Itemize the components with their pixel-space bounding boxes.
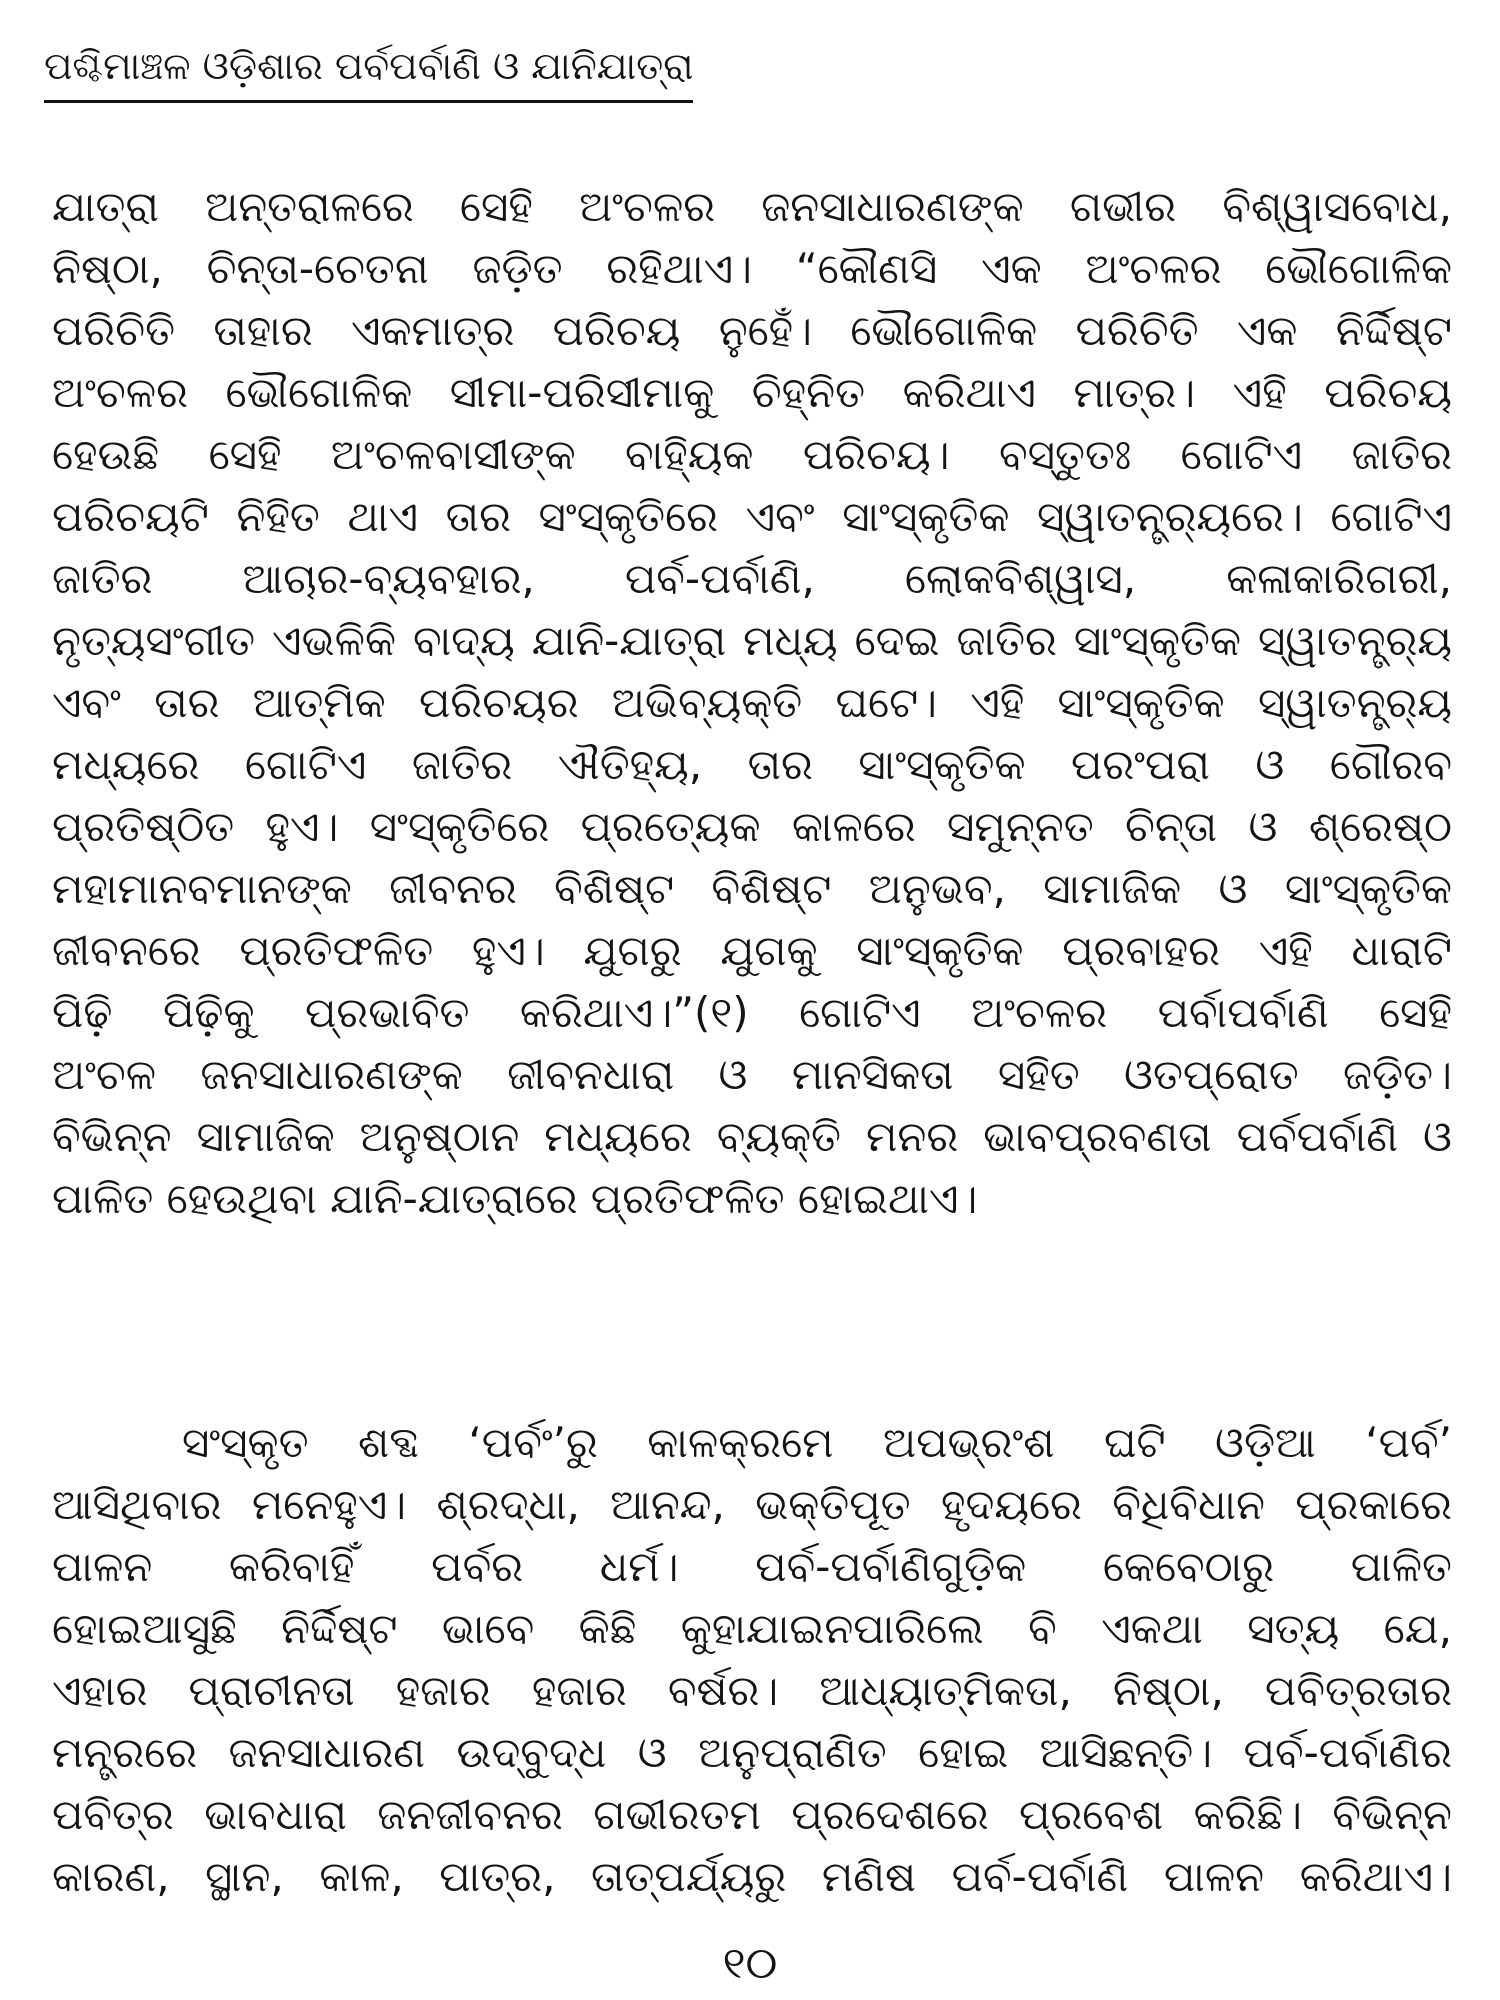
text-line: ଅଂଚଳର ଭୌଗୋଳିକ ସୀମା-ପରିସୀମାକୁ ଚିହ୍ନିତ କରିଥାଏ ମାତ୍ର। ଏହି ପରିଚୟ — [52, 368, 1452, 417]
paragraph-1 — [52, 176, 1452, 1230]
text-line: ଜୀବନରେ ପ୍ରତିଫଳିତ ହୁଏ। ଯୁଗରୁ ଯୁଗକୁ ସାଂସ୍କୃତିକ ପ୍ରବାହର ଏହି ଧାରାଟି — [52, 926, 1452, 975]
text-line: ଏହାର ପ୍ରାଚୀନତା ହଜାର ହଜାର ବର୍ଷର। ଆଧ୍ୟାତ୍ମିକତା, ନିଷ୍ଠା, ପବିତ୍ରତାର — [52, 1666, 1452, 1715]
text-line: ମହାମାନବମାନଙ୍କ ଜୀବନର ବିଶିଷ୍ଟ ବିଶିଷ୍ଟ ଅନୁଭବ, ସାମାଜିକ ଓ ସାଂସ୍କୃତିକ — [52, 864, 1452, 913]
text-line: ଯାତ୍ରା ଅନ୍ତରାଳରେ ସେହି ଅଂଚଳର ଜନସାଧାରଣଙ୍କ ଗଭୀର ବିଶ୍ୱାସବୋଧ, — [52, 182, 1452, 231]
text-line: ପ୍ରତିଷ୍ଠିତ ହୁଏ। ସଂସ୍କୃତିରେ ପ୍ରତ୍ୟେକ କାଳରେ ସମୁନ୍ନତ ଚିନ୍ତା ଓ ଶ୍ରେଷ୍ଠ — [52, 802, 1452, 851]
text-line: ପାଳିତ ହେଉଥିବା ଯାନି-ଯାତ୍ରାରେ ପ୍ରତିଫଳିତ ହୋଇଥାଏ। — [52, 1174, 978, 1223]
page-number: ୧୦ — [722, 1938, 778, 1989]
text-line: ପବିତ୍ର ଭାବଧାରା ଜନଜୀବନର ଗଭୀରତମ ପ୍ରଦେଶରେ ପ୍ରବେଶ କରିଛି। ବିଭିନ୍ନ — [52, 1790, 1452, 1839]
text-line: ପରିଚିତି ତାହାର ଏକମାତ୍ର ପରିଚୟ ନୁହେଁ। ଭୌଗୋଳିକ ପରିଚିତି ଏକ ନିର୍ଦ୍ଦିଷ୍ଟ — [52, 306, 1452, 355]
text-line: ହେଉଛି ସେହି ଅଂଚଳବାସୀଙ୍କ ବାହ୍ୟିକ ପରିଚୟ। ବସ୍ତୁତଃ ଗୋଟିଏ ଜାତିର — [52, 430, 1452, 479]
text-line: ଜାତିର ଆଚାର-ବ୍ୟବହାର, ପର୍ବ-ପର୍ବାଣି, ଲୋକବିଶ୍ୱାସ, କଳାକାରିଗରୀ, — [52, 554, 1452, 603]
text-line: ପିଢ଼ି ପିଢ଼ିକୁ ପ୍ରଭାବିତ କରିଥାଏ।”(୧) ଗୋଟିଏ ଅଂଚଳର ପର୍ବାପର୍ବାଣି ସେହି — [52, 988, 1452, 1037]
text-line: ବିଭିନ୍ନ ସାମାଜିକ ଅନୁଷ୍ଠାନ ମଧ୍ୟରେ ବ୍ୟକ୍ତି ମନର ଭାବପ୍ରବଣତା ପର୍ବପର୍ବାଣି ଓ — [52, 1112, 1452, 1161]
text-line: ପରିଚୟଟି ନିହିତ ଥାଏ ତାର ସଂସ୍କୃତିରେ ଏବଂ ସାଂସ୍କୃତିକ ସ୍ୱାତନ୍ତ୍ର୍ୟରେ। ଗୋଟିଏ — [52, 492, 1452, 541]
running-header: ପଶ୍ଚିମାଞ୍ଚଳ ଓଡ଼ିଶାର ପର୍ବପର୍ବାଣି ଓ ଯାନିଯାତ୍ରା — [44, 38, 693, 103]
text-line: କାରଣ, ସ୍ଥାନ, କାଳ, ପାତ୍ର, ତାତ୍ପର୍ଯ୍ୟରୁ ମଣିଷ ପର୍ବ-ପର୍ବାଣି ପାଳନ କରିଥାଏ। — [52, 1852, 1452, 1901]
text-line: ହୋଇଆସୁଛି ନିର୍ଦ୍ଦିଷ୍ଟ ଭାବେ କିଛି କୁହାଯାଇନପାରିଲେ ବି ଏକଥା ସତ୍ୟ ଯେ, — [52, 1604, 1452, 1653]
text-line: ମନ୍ତ୍ରରେ ଜନସାଧାରଣ ଉଦ୍‌ବୁଦ୍ଧ ଓ ଅନୁପ୍ରାଣିତ ହୋଇ ଆସିଛନ୍ତି। ପର୍ବ-ପର୍ବାଣିର — [52, 1728, 1452, 1777]
text-line: ନୃତ୍ୟସଂଗୀତ ଏଭଳିକି ବାଦ୍ୟ ଯାନି-ଯାତ୍ରା ମଧ୍ୟ ଦେଇ ଜାତିର ସାଂସ୍କୃତିକ ସ୍ୱାତନ୍ତ୍ର୍ୟ — [52, 616, 1452, 665]
text-line: ଏବଂ ତାର ଆତ୍ମିକ ପରିଚୟର ଅଭିବ୍ୟକ୍ତି ଘଟେ। ଏହି ସାଂସ୍କୃତିକ ସ୍ୱାତନ୍ତ୍ର୍ୟ — [52, 678, 1452, 727]
text-line: ଅଂଚଳ ଜନସାଧାରଣଙ୍କ ଜୀବନଧାରା ଓ ମାନସିକତା ସହିତ ଓତପ୍ରୋତ ଜଡ଼ିତ। — [52, 1050, 1452, 1099]
text-line: ସଂସ୍କୃତ ଶବ୍ଦ ‘ପର୍ବଂ’ରୁ କାଳକ୍ରମେ ଅପଭ୍ରଂଶ ଘଟି ଓଡ଼ିଆ ‘ପର୍ବ’ — [182, 1418, 1452, 1467]
text-line: ନିଷ୍ଠା, ଚିନ୍ତା-ଚେତନା ଜଡ଼ିତ ରହିଥାଏ। “କୌଣସି ଏକ ଅଂଚଳର ଭୌଗୋଳିକ — [52, 244, 1452, 293]
text-line: ଆସିଥିବାର ମନେହୁଏ। ଶ୍ରଦ୍ଧା, ଆନନ୍ଦ, ଭକ୍ତିପୂତ ହୃଦୟରେ ବିଧିବିଧାନ ପ୍ରକାରେ — [52, 1480, 1452, 1529]
text-line: ମଧ୍ୟରେ ଗୋଟିଏ ଜାତିର ଐତିହ୍ୟ, ତାର ସାଂସ୍କୃତିକ ପରଂପରା ଓ ଗୌରବ — [52, 740, 1452, 789]
paragraph-2 — [52, 1412, 1452, 1908]
text-line: ପାଳନ କରିବାହିଁ ପର୍ବର ଧର୍ମ। ପର୍ବ-ପର୍ବାଣିଗୁଡ଼ିକ କେବେଠାରୁ ପାଳିତ — [52, 1542, 1452, 1591]
